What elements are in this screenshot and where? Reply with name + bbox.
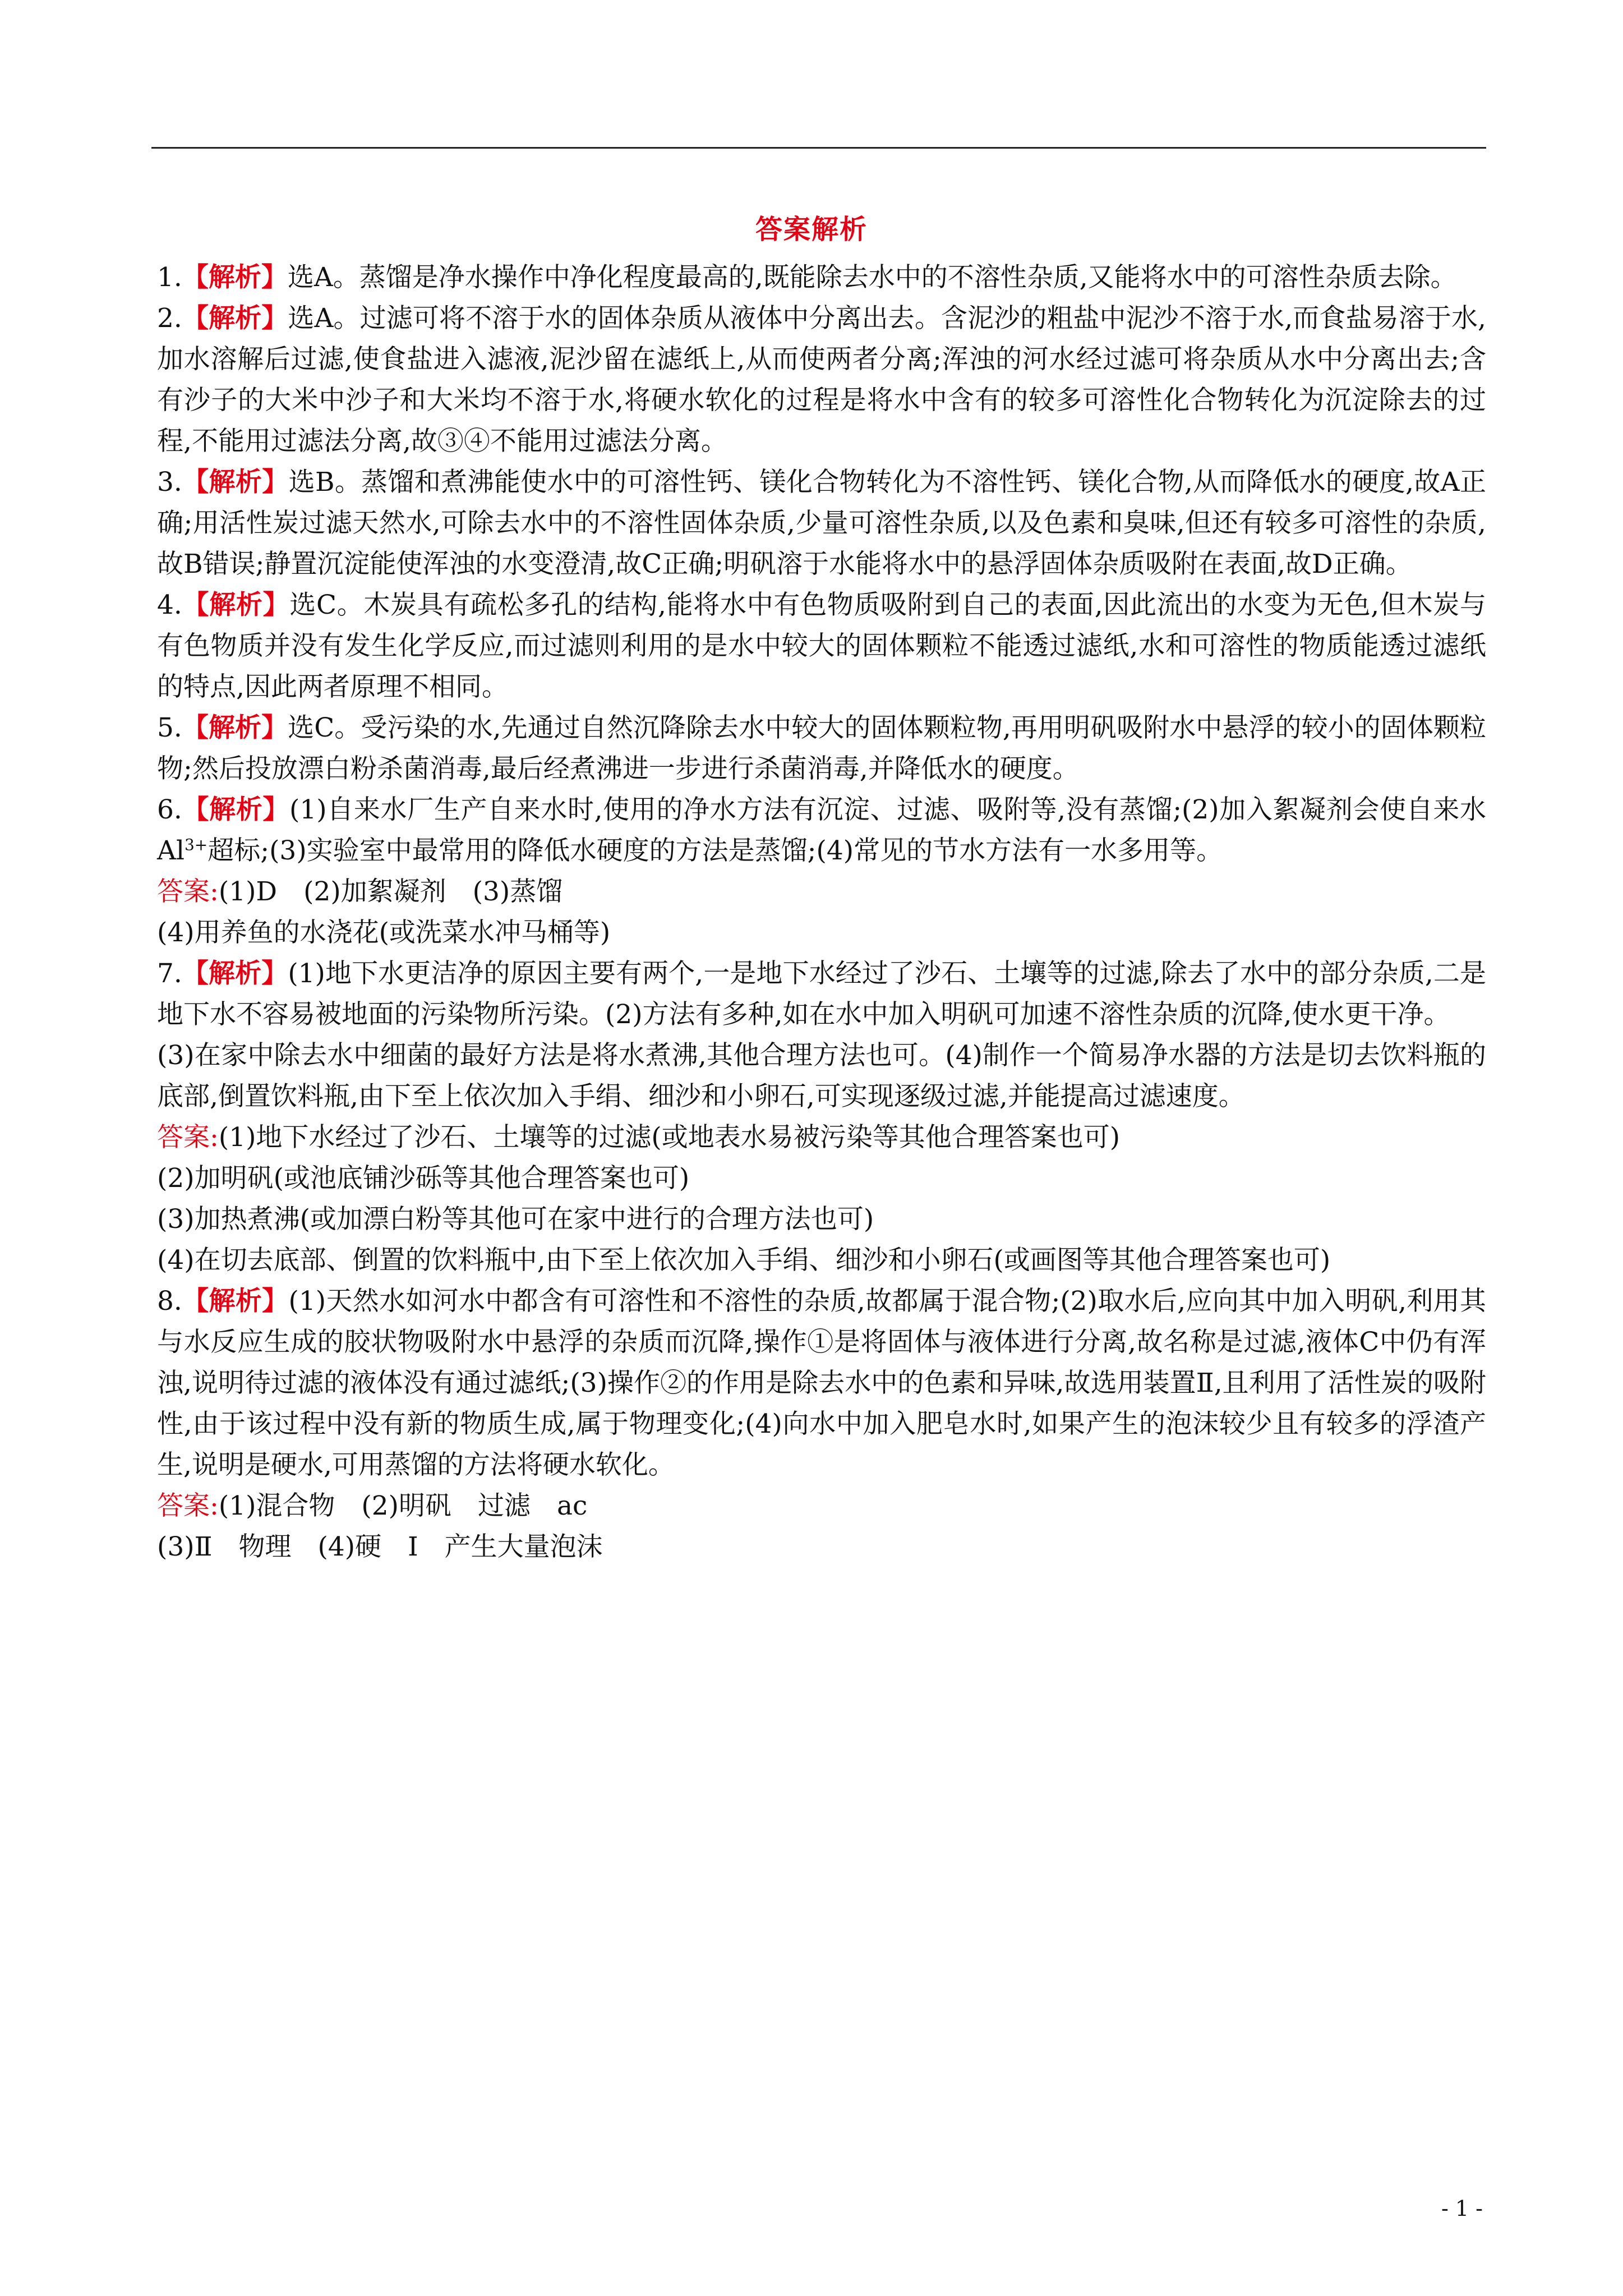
analysis-tag: 【解析】 <box>182 590 290 620</box>
analysis-tag: 【解析】 <box>182 262 288 293</box>
item-4 <box>157 585 1486 707</box>
answer-line: (2)加明矾(或池底铺沙砾等其他合理答案也可) <box>157 1163 690 1194</box>
answer-8 <box>157 1485 1486 1526</box>
item-text-continued: 超标;(3)实验室中最常用的降低水硬度的方法是蒸馏;(4)常见的节水方法有一水多用等。 <box>208 835 1223 866</box>
item-text: 选A。过滤可将不溶于水的固体杂质从液体中分离出去。含泥沙的粗盐中泥沙不溶于水,而食盐易溶于水,加水溶解后过滤,使食盐进入滤液,泥沙留在滤纸上,从而使两者分离;浑浊的河水经过滤可将杂质从水中分离出去;含有沙子的大米中沙子和大米均不溶于水,将硬水软化的过程是将水中含有的较多可溶性化合物转化为沉淀除去的过程,不能用过滤法分离,故③④不能用过滤法分离。 <box>157 303 1486 457</box>
item-3 <box>157 462 1486 585</box>
item-number: 3. <box>157 467 182 498</box>
item-text: (1)自来水厂生产自来水时,使用的净水方法有沉淀、过滤、吸附等,没有蒸馏;(2)加入絮凝剂会使自来水Al <box>157 794 1486 866</box>
item-text: (1)天然水如河水中都含有可溶性和不溶性的杂质,故都属于混合物;(2)取水后,应向其中加入明矾,利用其与水反应生成的胶状物吸附水中悬浮的杂质而沉降,操作①是将固体与液体进行分离,故名称是过滤,液体C中仍有浑浊,说明待过滤的液体没有通过滤纸;(3)操作②的作用是除去水中的色素和异味,故选用装置Ⅱ,且利用了活性炭的吸附性,由于该过程中没有新的物质生成,属于物理变化;(4)向水中加入肥皂水时,如果产生的泡沫较少且有较多的浮渣产生,说明是硬水,可用蒸馏的方法将硬水软化。 <box>157 1286 1486 1480</box>
answer-label: 答案: <box>157 876 219 907</box>
analysis-tag: 【解析】 <box>182 794 290 825</box>
answer-line: (3)Ⅱ 物理 (4)硬 Ⅰ 产生大量泡沫 <box>157 1531 603 1562</box>
item-7 <box>157 953 1486 1035</box>
item-7-continued: (3)在家中除去水中细菌的最好方法是将水煮沸,其他合理方法也可。(4)制作一个简易净水器的方法是切去饮料瓶的底部,倒置饮料瓶,由下至上依次加入手绢、细沙和小卵石,可实现逐级过滤,并能提高过滤速度。 <box>157 1040 1486 1112</box>
header-rule <box>151 147 1486 149</box>
item-number: 5. <box>157 712 182 743</box>
answer-6 <box>157 871 1486 912</box>
item-text: 选B。蒸馏和煮沸能使水中的可溶性钙、镁化合物转化为不溶性钙、镁化合物,从而降低水的硬度,故A正确;用活性炭过滤天然水,可除去水中的不溶性固体杂质,少量可溶性杂质,以及色素和臭味,但还有较多可溶性的杂质,故B错误;静置沉淀能使浑浊的水变澄清,故C正确;明矾溶于水能将水中的悬浮固体杂质吸附在表面,故D正确。 <box>157 467 1487 579</box>
analysis-tag: 【解析】 <box>182 958 288 989</box>
item-2 <box>157 298 1486 462</box>
item-6 <box>157 789 1486 871</box>
answer-label: 答案: <box>157 1122 219 1153</box>
item-text: 选A。蒸馏是净水操作中净化程度最高的,既能除去水中的不溶性杂质,又能将水中的可溶性杂质去除。 <box>287 262 1457 293</box>
answer-7 <box>157 1117 1486 1158</box>
item-number: 6. <box>157 794 182 825</box>
item-number: 4. <box>157 590 182 620</box>
analysis-tag: 【解析】 <box>182 1286 289 1317</box>
analysis-tag: 【解析】 <box>182 303 288 334</box>
answer-text: (1)混合物 (2)明矾 过滤 ac <box>218 1490 588 1521</box>
item-number: 7. <box>157 958 182 989</box>
analysis-tag: 【解析】 <box>182 712 288 743</box>
answer-label: 答案: <box>157 1490 219 1521</box>
page-title: 答案解析 <box>755 214 868 245</box>
item-number: 1. <box>157 262 182 293</box>
answer-text: (1)地下水经过了沙石、土壤等的过滤(或地表水易被污染等其他合理答案也可) <box>218 1122 1121 1153</box>
answer-content <box>157 257 1486 1567</box>
item-text: 选C。木炭具有疏松多孔的结构,能将水中有色物质吸附到自己的表面,因此流出的水变为无色,但木炭与有色物质并没有发生化学反应,而过滤则利用的是水中较大的固体颗粒不能透过滤纸,水和可溶性的物质能透过滤纸的特点,因此两者原理不相同。 <box>157 590 1486 702</box>
page-number: - 1 - <box>1441 2196 1483 2221</box>
superscript: 3+ <box>184 835 208 854</box>
item-text: (1)地下水更洁净的原因主要有两个,一是地下水经过了沙石、土壤等的过滤,除去了水中的部分杂质,二是地下水不容易被地面的污染物所污染。(2)方法有多种,如在水中加入明矾可加速不溶性杂质的沉降,使水更干净。 <box>157 958 1486 1030</box>
item-number: 2. <box>157 303 182 334</box>
answer-line: (4)在切去底部、倒置的饮料瓶中,由下至上依次加入手绢、细沙和小卵石(或画图等其他合理答案也可) <box>157 1245 1331 1276</box>
item-5 <box>157 707 1486 789</box>
answer-line: (4)用养鱼的水浇花(或洗菜水冲马桶等) <box>157 917 611 948</box>
item-1 <box>157 257 1486 298</box>
item-8 <box>157 1281 1486 1485</box>
answer-line: (3)加热煮沸(或加漂白粉等其他可在家中进行的合理方法也可) <box>157 1204 874 1235</box>
item-text: 选C。受污染的水,先通过自然沉降除去水中较大的固体颗粒物,再用明矾吸附水中悬浮的较小的固体颗粒物;然后投放漂白粉杀菌消毒,最后经煮沸进一步进行杀菌消毒,并降低水的硬度。 <box>157 712 1486 784</box>
analysis-tag: 【解析】 <box>182 467 289 498</box>
item-number: 8. <box>157 1286 182 1317</box>
answer-text: (1)D (2)加絮凝剂 (3)蒸馏 <box>218 876 563 907</box>
